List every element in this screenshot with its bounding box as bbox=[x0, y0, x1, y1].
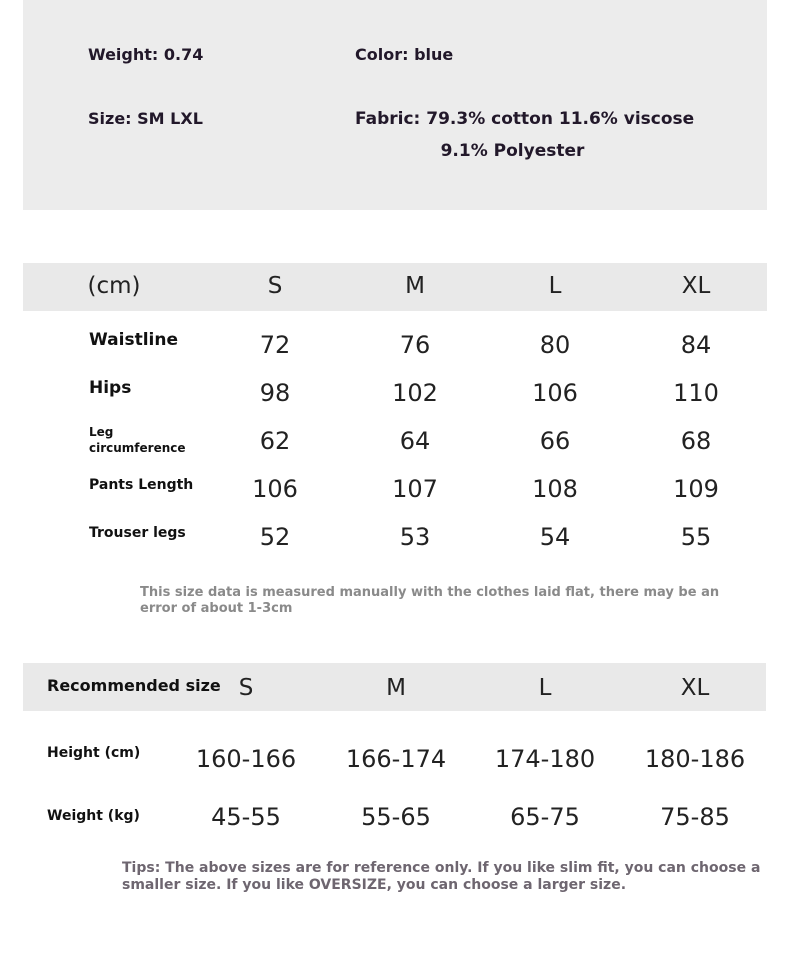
recommended-col-s: S bbox=[238, 675, 254, 701]
row-label-pants-length: Pants Length bbox=[89, 477, 194, 493]
spec-size: Size: SM LXL bbox=[88, 109, 203, 128]
tips-line1: Tips: The above sizes are for reference only. If you like slim fit, you can choose a bbox=[122, 860, 761, 876]
tips-text bbox=[122, 860, 760, 894]
table-cell: 106 bbox=[252, 475, 298, 503]
size-table-unit-header: (cm) bbox=[87, 273, 141, 299]
table-cell: 64 bbox=[399, 427, 431, 455]
row-label-leg-line2: circumference bbox=[89, 441, 186, 455]
table-cell: 98 bbox=[259, 379, 291, 407]
product-spec-panel bbox=[23, 0, 767, 210]
table-cell: 72 bbox=[259, 331, 291, 359]
measurement-note bbox=[140, 585, 719, 617]
row-label-weight: Weight (kg) bbox=[47, 808, 140, 824]
table-cell: 166-174 bbox=[345, 745, 447, 773]
table-cell: 84 bbox=[680, 331, 712, 359]
recommended-size-label: Recommended size bbox=[47, 676, 221, 695]
size-col-xl: XL bbox=[681, 273, 711, 299]
spec-weight: Weight: 0.74 bbox=[88, 45, 204, 64]
table-cell: 62 bbox=[259, 427, 291, 455]
table-cell: 106 bbox=[532, 379, 578, 407]
tips-line2: smaller size. If you like OVERSIZE, you can choose a larger size. bbox=[122, 877, 627, 893]
table-cell: 65-75 bbox=[510, 803, 580, 831]
table-cell: 160-166 bbox=[195, 745, 297, 773]
table-cell: 54 bbox=[539, 523, 571, 551]
table-cell: 110 bbox=[673, 379, 719, 407]
row-label-waistline: Waistline bbox=[89, 330, 178, 350]
measurement-note-line1: This size data is measured manually with the clothes laid flat, there may be an bbox=[140, 585, 720, 600]
table-cell: 180-186 bbox=[644, 745, 746, 773]
recommended-col-m: M bbox=[386, 675, 406, 701]
table-cell: 107 bbox=[392, 475, 438, 503]
table-cell: 80 bbox=[539, 331, 571, 359]
spec-fabric-line2: 9.1% Polyester bbox=[440, 141, 585, 161]
table-cell: 68 bbox=[680, 427, 712, 455]
table-cell: 108 bbox=[532, 475, 578, 503]
table-cell: 102 bbox=[392, 379, 438, 407]
table-cell: 45-55 bbox=[211, 803, 281, 831]
measurement-note-line2: error of about 1-3cm bbox=[140, 601, 293, 616]
table-cell: 52 bbox=[259, 523, 291, 551]
row-label-height: Height (cm) bbox=[47, 745, 141, 761]
size-col-m: M bbox=[405, 273, 425, 299]
row-label-hips: Hips bbox=[89, 378, 132, 398]
table-cell: 66 bbox=[539, 427, 571, 455]
table-cell: 53 bbox=[399, 523, 431, 551]
table-cell: 55-65 bbox=[361, 803, 431, 831]
table-cell: 76 bbox=[399, 331, 431, 359]
row-label-leg-circumference bbox=[89, 424, 186, 456]
table-cell: 174-180 bbox=[494, 745, 596, 773]
size-col-l: L bbox=[548, 273, 562, 299]
size-col-s: S bbox=[267, 273, 283, 299]
table-cell: 75-85 bbox=[660, 803, 730, 831]
spec-color: Color: blue bbox=[355, 45, 454, 64]
table-cell: 109 bbox=[673, 475, 719, 503]
row-label-leg-line1: Leg bbox=[89, 425, 114, 439]
spec-fabric: Fabric: 79.3% cotton 11.6% viscose bbox=[355, 109, 695, 129]
recommended-col-l: L bbox=[538, 675, 552, 701]
row-label-trouser-legs: Trouser legs bbox=[89, 525, 186, 541]
table-cell: 55 bbox=[680, 523, 712, 551]
recommended-col-xl: XL bbox=[680, 675, 710, 701]
